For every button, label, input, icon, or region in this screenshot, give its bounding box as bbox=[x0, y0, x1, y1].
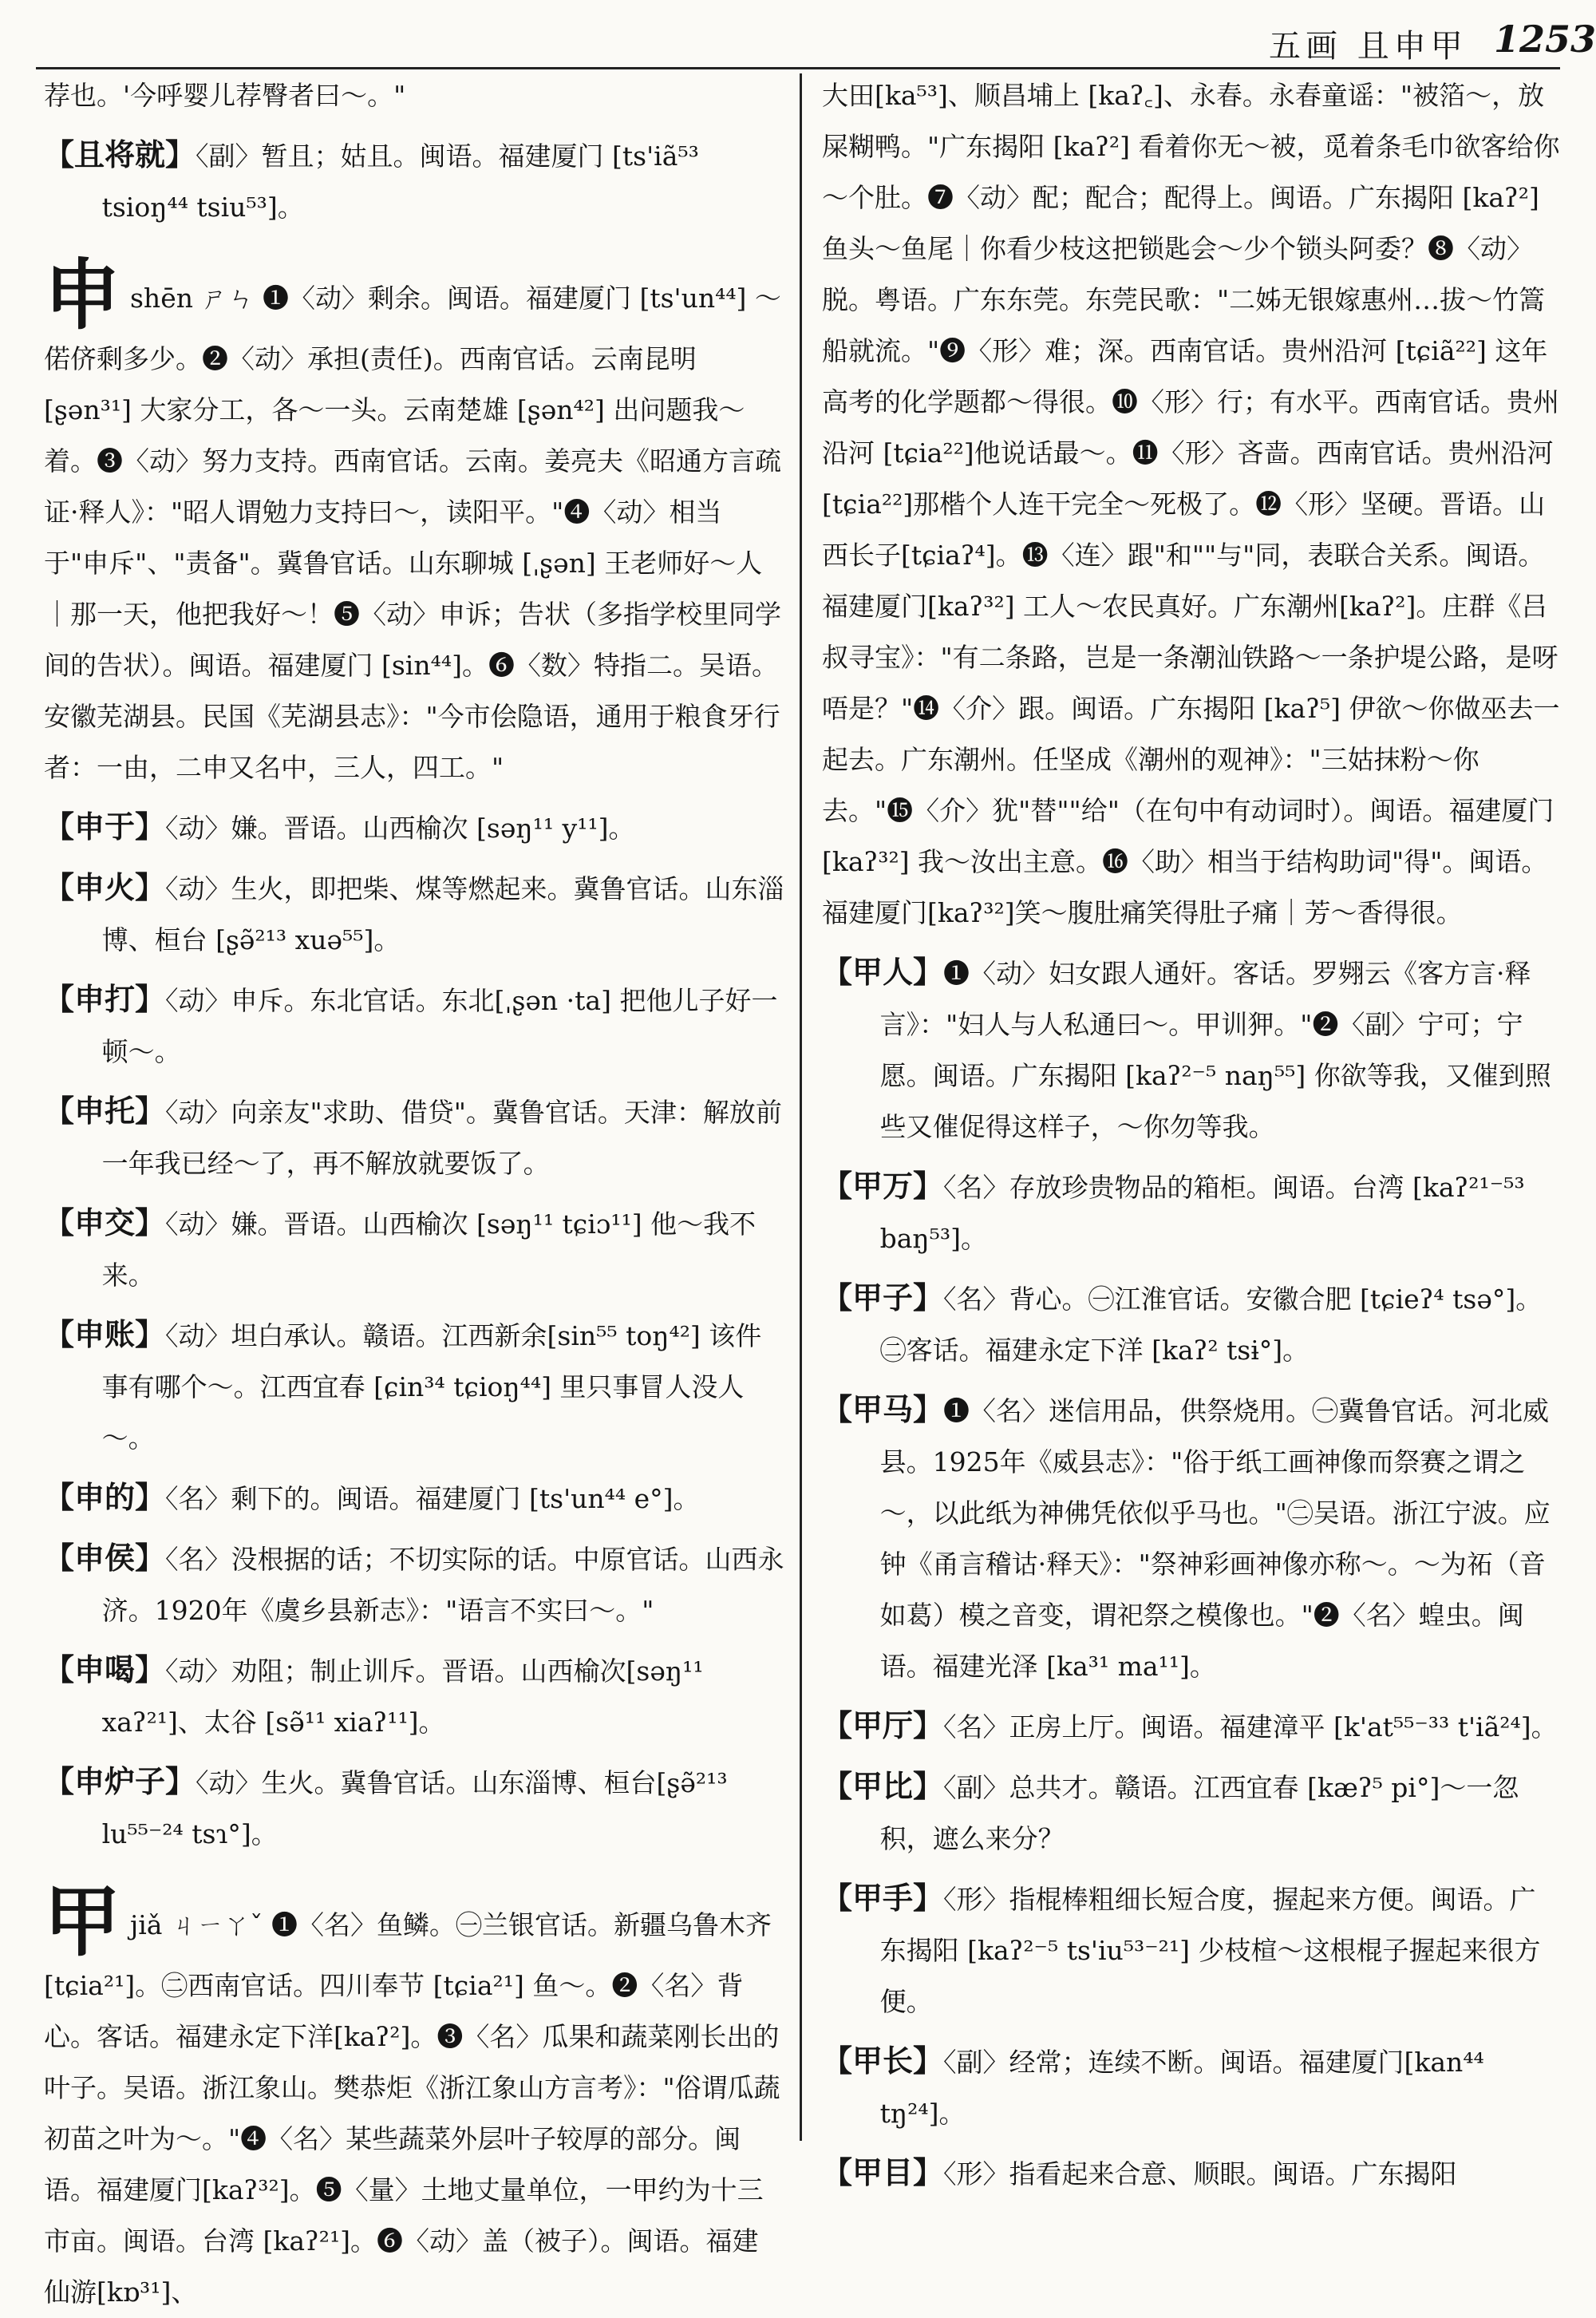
word-entry bbox=[822, 947, 1560, 1153]
entry-definition: 〈副〉经常；连续不断。闽语。福建厦门[kan⁴⁴ tŋ²⁴]。 bbox=[879, 2047, 1484, 2129]
entry-definition: 〈名〉没根据的话；不切实际的话。中原官话。山西永济。1920年《虞乡县新志》："语言不实曰～。" bbox=[101, 1544, 784, 1626]
word-entry bbox=[44, 1533, 784, 1636]
entry-headword: 【申交】 bbox=[44, 1204, 166, 1240]
character-headword: 甲 bbox=[44, 1877, 120, 1967]
character-entry bbox=[44, 250, 784, 793]
left-column bbox=[44, 70, 784, 2308]
entry-definition: 〈名〉正房上厅。闽语。福建漳平 [k'at⁵⁵⁻³³ t'iã²⁴]。 bbox=[943, 1711, 1558, 1742]
entry-definition: shēn ㄕㄣ ❶〈动〉剩余。闽语。福建厦门 [ts'un⁴⁴] ～偌侪剩多少。❷〈动〉承担(责任)。西南官话。云南昆明 [ʂən³¹] 大家分工，各～一头。云南楚雄 [ʂən⁴²] 出问题我～着。❸〈动〉努力支持。西南官话。云南。姜亮夫《昭通方言疏证·释人》："昭人谓勉力支持曰～，读阳平。"❹〈动〉相当于"申斥"、"责备"。冀鲁官话。山东聊城 [ˌʂən] 王老师好～人｜那一天，他把我好～！❺〈动〉申诉；告状（多指学校里同学间的告状）。闽语。福建厦门 [sin⁴⁴]。❻〈数〉特指二。吴语。安徽芜湖县。民国《芜湖县志》："今市侩隐语，通用于粮食牙行者：一由，二申又名中，三人，四工。" bbox=[44, 283, 781, 783]
word-entry bbox=[822, 1761, 1560, 1865]
entry-headword: 【申喝】 bbox=[44, 1651, 166, 1687]
entry-definition: 〈动〉坦白承认。赣语。江西新余[sin⁵⁵ toŋ⁴²] 该件事有哪个～。江西宜春 [ɕin³⁴ tɕioŋ⁴⁴] 里只事冒人没人～。 bbox=[101, 1320, 762, 1454]
word-entry bbox=[822, 1873, 1560, 2027]
entry-definition: 〈动〉劝阻；制止训斥。晋语。山西榆次[səŋ¹¹ xaʔ²¹]、太谷 [sə̃¹¹ xiaʔ¹¹]。 bbox=[101, 1655, 704, 1738]
word-entry bbox=[822, 1700, 1560, 1753]
word-entry bbox=[44, 1309, 784, 1464]
entry-definition: 〈动〉申斥。东北官话。东北[ˌʂən ·ta] 把他儿子好一顿～。 bbox=[101, 985, 778, 1067]
entry-definition: jiǎ ㄐㄧㄚˇ ❶〈名〉鱼鳞。㊀兰银官话。新疆乌鲁木齐[tɕia²¹]。㊁西南官话。四川奉节 [tɕia²¹] 鱼～。❷〈名〉背心。客话。福建永定下洋[kaʔ²]。❸〈名〉瓜果和蔬菜刚长出的叶子。吴语。浙江象山。樊恭炬《浙江象山方言考》："俗谓瓜蔬初苗之叶为～。"❹〈名〉某些蔬菜外层叶子较厚的部分。闽语。福建厦门[kaʔ³²]。❺〈量〉土地丈量单位，一甲约为十三市亩。闽语。台湾 [kaʔ²¹]。❻〈动〉盖（被子）。闽语。福建仙游[kɒ³¹]、 bbox=[44, 1909, 780, 2308]
entry-definition: 大田[ka⁵³]、顺昌埔上 [kaʔ꜀]、永春。永春童谣："被箔～，放屎糊鸭。"广东揭阳 [kaʔ²] 看着你无～被，觅着条毛巾欲客给你～个肚。❼〈动〉配；配合；配得上。闽语。广东揭阳 [kaʔ²] 鱼头～鱼尾｜你看少枝这把锁匙会～少个锁头阿委？❽〈动〉脱。粤语。广东东莞。东莞民歌："二姊无银嫁惠州…拔～竹篙船就流。"❾〈形〉难；深。西南官话。贵州沿河 [tɕiã²²] 这年高考的化学题都～得很。❿〈形〉行；有水平。西南官话。贵州沿河 [tɕia²²]他说话最～。⓫〈形〉吝啬。西南官话。贵州沿河 [tɕia²²]那楷个人连干完全～死极了。⓬〈形〉坚硬。晋语。山西长子[tɕiaʔ⁴]。⓭〈连〉跟"和""与"同，表联合关系。闽语。福建厦门[kaʔ³²] 工人～农民真好。广东潮州[kaʔ²]。庄群《吕叔寻宝》："有二条路，岂是一条潮汕铁路～一条护堤公路，是呀唔是？"⓮〈介〉跟。闽语。广东揭阳 [kaʔ⁵] 伊欲～你做巫去一起去。广东潮州。任坚成《潮州的观神》："三姑抹粉～你去。"⓯〈介〉犹"替""给"（在句中有动词时）。闽语。福建厦门 [kaʔ³²] 我～汝出主意。⓰〈助〉相当于结构助词"得"。闽语。福建厦门[kaʔ³²]笑～腹肚痛笑得肚子痛｜芳～香得很。 bbox=[822, 80, 1560, 928]
entry-definition: 〈名〉存放珍贵物品的箱柜。闽语。台湾 [kaʔ²¹⁻⁵³ baŋ⁵³]。 bbox=[879, 1172, 1525, 1254]
running-head: 五画 且申甲 bbox=[1269, 28, 1468, 65]
word-entry bbox=[44, 801, 784, 854]
entry-definition: 〈形〉指看起来合意、顺眼。闽语。广东揭阳 bbox=[943, 2158, 1457, 2189]
entry-headword: 【申托】 bbox=[44, 1093, 166, 1129]
entry-definition: 〈形〉指棍棒粗细长短合度，握起来方便。闽语。广东揭阳 [kaʔ²⁻⁵ ts'iu⁵³⁻²¹] 少枝楦～这根棍子握起来很方便。 bbox=[879, 1884, 1541, 2017]
word-entry bbox=[822, 1384, 1560, 1692]
entry-headword: 【申炉子】 bbox=[44, 1763, 196, 1799]
page-number: 1253 bbox=[1494, 18, 1596, 61]
character-entry bbox=[44, 1877, 784, 2318]
word-entry bbox=[44, 1756, 784, 1860]
word-entry bbox=[44, 1086, 784, 1189]
entry-headword: 【申的】 bbox=[44, 1479, 166, 1515]
entry-definition: 〈名〉剩下的。闽语。福建厦门 [ts'un⁴⁴ e°]。 bbox=[165, 1483, 700, 1514]
entry-definition: 〈动〉嫌。晋语。山西榆次 [səŋ¹¹ tɕiɔ¹¹] 他～我不来。 bbox=[101, 1208, 757, 1291]
entry-headword: 【甲目】 bbox=[822, 2154, 944, 2190]
word-entry bbox=[44, 129, 784, 233]
entry-definition: 〈名〉背心。㊀江淮官话。安徽合肥 [tɕieʔ⁴ tsə°]。㊁客话。福建永定下洋 [kaʔ² tsɨ°]。 bbox=[879, 1284, 1543, 1366]
entry-headword: 【申侯】 bbox=[44, 1540, 166, 1576]
entry-headword: 【甲厅】 bbox=[822, 1707, 944, 1743]
word-entry bbox=[44, 1197, 784, 1301]
entry-headword: 【甲子】 bbox=[822, 1280, 944, 1315]
word-entry bbox=[822, 2147, 1560, 2200]
entry-headword: 【且将就】 bbox=[44, 136, 196, 172]
word-entry bbox=[44, 974, 784, 1078]
continued-text bbox=[44, 70, 784, 121]
continued-text bbox=[822, 70, 1560, 939]
entry-definition: 〈动〉生火。冀鲁官话。山东淄博、桓台[ʂə̃²¹³ lu⁵⁵⁻²⁴ tsɿ°]。 bbox=[101, 1767, 728, 1849]
word-entry bbox=[822, 1272, 1560, 1376]
entry-headword: 【申账】 bbox=[44, 1316, 166, 1352]
entry-headword: 【甲人】 bbox=[822, 954, 944, 990]
page-header bbox=[0, 0, 1596, 73]
entry-headword: 【甲万】 bbox=[822, 1168, 944, 1204]
entry-headword: 【甲手】 bbox=[822, 1880, 944, 1916]
entry-definition: 〈动〉嫌。晋语。山西榆次 [səŋ¹¹ y¹¹]。 bbox=[165, 813, 635, 844]
entry-definition: ❶〈名〉迷信用品，供祭烧用。㊀冀鲁官话。河北威县。1925年《威县志》："俗于纸工画神像而祭赛之谓之～，以此纸为神佛凭依似乎马也。"㊁吴语。浙江宁波。应钟《甬言稽诂·释天》："祭神彩画神像亦称～。～为祏（音如葛）模之音变，谓祀祭之模像也。"❷〈名〉蝗虫。闽语。福建光泽 [ka³¹ ma¹¹]。 bbox=[879, 1395, 1551, 1682]
entry-definition: 〈副〉暂且；姑且。闽语。福建厦门 [ts'iã⁵³ tsioŋ⁴⁴ tsiu⁵³]。 bbox=[101, 140, 699, 223]
entry-definition: ❶〈动〉妇女跟人通奸。客话。罗翙云《客方言·释言》："妇人与人私通曰～。甲训狎。"❷〈副〉宁可；宁愿。闽语。广东揭阳 [kaʔ²⁻⁵ naŋ⁵⁵] 你欲等我，又催到照些又催促得这样子，～你勿等我。 bbox=[879, 958, 1551, 1142]
word-entry bbox=[44, 1472, 784, 1525]
entry-definition: 荐也。'今呼婴儿荐臀者曰～。" bbox=[44, 80, 406, 111]
entry-headword: 【申于】 bbox=[44, 809, 166, 845]
word-entry bbox=[822, 2035, 1560, 2139]
entry-headword: 【甲长】 bbox=[822, 2043, 944, 2079]
entry-headword: 【申火】 bbox=[44, 869, 166, 905]
word-entry bbox=[822, 1161, 1560, 1264]
entry-headword: 【甲比】 bbox=[822, 1768, 944, 1804]
header-rule bbox=[36, 67, 1560, 69]
character-headword: 申 bbox=[44, 250, 120, 340]
word-entry bbox=[44, 862, 784, 966]
entry-definition: 〈副〉总共才。赣语。江西宜春 [kæʔ⁵ pi°]～一忽积，遮么来分？ bbox=[879, 1772, 1519, 1854]
right-column bbox=[822, 70, 1560, 2190]
entry-headword: 【申打】 bbox=[44, 981, 166, 1017]
entry-definition: 〈动〉生火，即把柴、煤等燃起来。冀鲁官话。山东淄博、桓台 [ʂə̃²¹³ xuə⁵⁵]。 bbox=[101, 873, 784, 955]
word-entry bbox=[44, 1644, 784, 1748]
entry-definition: 〈动〉向亲友"求助、借贷"。冀鲁官话。天津：解放前一年我已经～了，再不解放就要饭了。 bbox=[101, 1097, 782, 1179]
column-divider bbox=[800, 73, 802, 2141]
entry-headword: 【甲马】 bbox=[822, 1391, 944, 1427]
